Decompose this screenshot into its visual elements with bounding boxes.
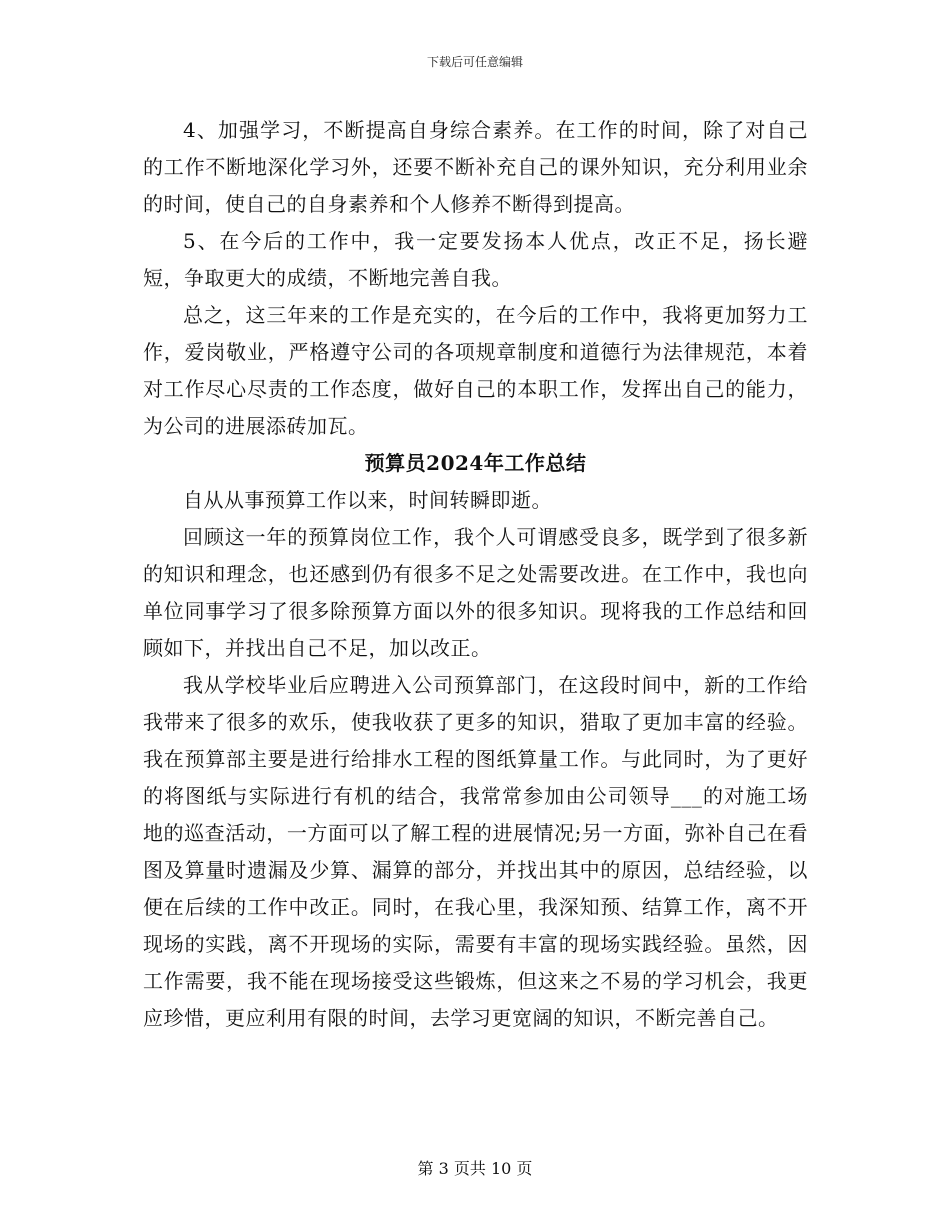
paragraph: 4、加强学习，不断提高自身综合素养。在工作的时间，除了对自己的工作不断地深化学习外，还要不断补充自己的课外知识，充分利用业余的时间，使自己的自身素养和个人修养不断得到提高。 bbox=[143, 118, 808, 216]
section-title: 预算员2024年工作总结 bbox=[364, 451, 587, 475]
paragraph: 自从从事预算工作以来，时间转瞬即逝。 bbox=[183, 488, 552, 512]
paragraph: 我从学校毕业后应聘进入公司预算部门，在这段时间中，新的工作给我带来了很多的欢乐，使我收获了更多的知识，猎取了更加丰富的经验。我在预算部主要是进行给排水工程的图纸算量工作。与此同时，为了更好的将图纸与实际进行有机的结合，我常常参加由公司领导___的对施工场地的巡查活动，一方面可以了解工程的进展情况;另一方面，弥补自己在看图及算量时遗漏及少算、漏算的部分，并找出其中的原因，总结经验，以便在后续的工作中改正。同时，在我心里，我深知预、结算工作，离不开现场的实践，离不开现场的实际，需要有丰富的现场实践经验。虽然，因工作需要，我不能在现场接受这些锻炼，但这来之不易的学习机会，我更应珍惜，更应利用有限的时间，去学习更宽阔的知识，不断完善自己。 bbox=[143, 673, 808, 1030]
paragraph: 总之，这三年来的工作是充实的，在今后的工作中，我将更加努力工作，爱岗敬业，严格遵守公司的各项规章制度和道德行为法律规范，本着对工作尽心尽责的工作态度，做好自己的本职工作，发挥出自己的能力，为公司的进展添砖加瓦。 bbox=[143, 303, 808, 438]
page-number: 第 3 页共 10 页 bbox=[417, 1159, 533, 1178]
paragraph: 5、在今后的工作中，我一定要发扬本人优点，改正不足，扬长避短，争取更大的成绩，不断地完善自我。 bbox=[143, 229, 808, 290]
header-note: 下载后可任意编辑 bbox=[426, 55, 523, 69]
document-body bbox=[143, 112, 808, 1037]
paragraph: 回顾这一年的预算岗位工作，我个人可谓感受良多，既学到了很多新的知识和理念，也还感到仍有很多不足之处需要改进。在工作中，我也向单位同事学习了很多除预算方面以外的很多知识。现将我的工作总结和回顾如下，并找出自己不足，加以改正。 bbox=[143, 525, 808, 660]
